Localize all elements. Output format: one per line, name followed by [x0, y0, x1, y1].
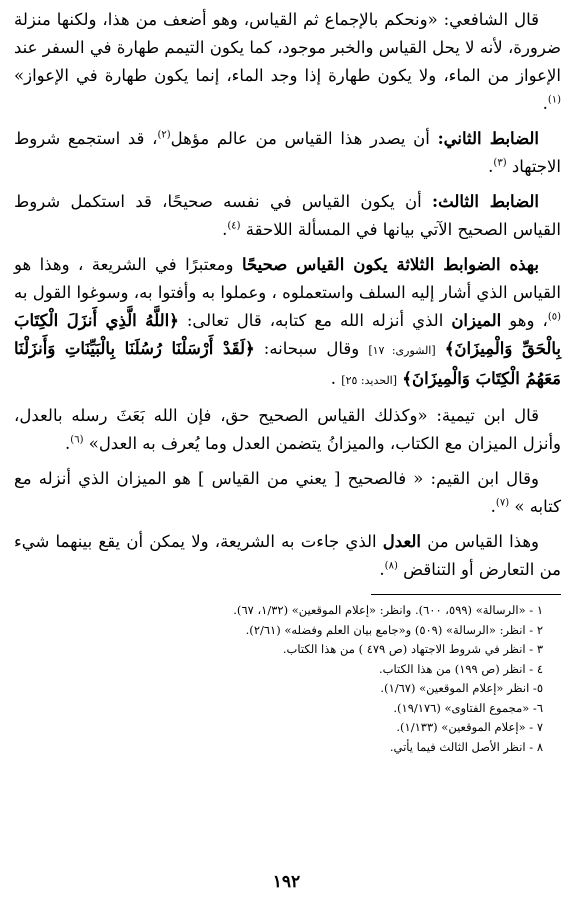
footnote-4: ٤ - انظر (ص ١٩٩) من هذا الكتاب. [379, 661, 543, 676]
justice-text-a: وهذا القياس من [427, 532, 540, 551]
ibn-qayyim-quote: وقال ابن القيم: « فالصحيح [ يعني من القياس ] هو الميزان الذي أنزله مع كتابه » [14, 469, 561, 516]
justice-text-b: الذي جاءت به الشريعة، ولا يمكن أن يقع بينهما شيء من التعارض أو التناقض [14, 532, 561, 579]
ibn-taymiyyah-quote: قال ابن تيمية: «وكذلك القياس الصحيح حق، فإن الله بَعَثَ رسله بالعدل، وأنزل الميزان مع الكتاب، والميزانُ يتضمن العدل وما يُعرف به العدل» [14, 406, 561, 453]
summary-text-c: الذي أنزله الله مع كتابه، قال تعالى: [186, 311, 444, 330]
second-criterion-text-b: ، قد استجمع شروط الاجتهاد [14, 129, 561, 176]
paragraph-justice: وهذا القياس من العدل الذي جاءت به الشريعة، ولا يمكن أن يقع بينهما شيء من التعارض أو التناقض $^{(٨)}$. [14, 532, 561, 579]
footnote-6: ٦- «مجموع الفتاوى» (١٩/١٧٦). [393, 700, 543, 715]
verse-reference-hadid: [الحديد: ٢٥] [341, 374, 398, 387]
verse-reference-shura: [الشورى: ١٧] [368, 344, 436, 357]
summary-bold-lead: بهذه الضوابط الثلاثة يكون القياس صحيحًا [241, 255, 540, 274]
page-number: ١٩٢ [272, 872, 301, 892]
third-criterion-heading: الضابط الثالث: [432, 192, 540, 211]
summary-text-a: ومعتبرًا في الشريعة ، وهذا هو القياس الذي أشار إليه السلف واستعملوه ، وعملوا به وأفتوا به، وسوغوا القول به [14, 255, 561, 302]
footnote-separator [371, 594, 561, 595]
footnote-marker-8: (٨) [384, 560, 398, 572]
footnote-7: ٧ - «إعلام الموقعين» (١/١٣٣). [396, 720, 543, 734]
footnote-5: ٥- انظر «إعلام الموقعين» (١/٦٧). [380, 681, 543, 695]
footnote-1: ١ - «الرسالة» (٥٩٩، ٦٠٠). وانظر: «إعلام الموقعين» (١/٣٢، ٦٧). [233, 603, 543, 617]
second-criterion-heading: الضابط الثاني: [437, 129, 540, 148]
paragraph-ibn-qayyim: وقال ابن القيم: « فالصحيح [ يعني من القياس ] هو الميزان الذي أنزله مع كتابه » $^{(٧)}$. [14, 469, 561, 516]
footnote-marker-5: (٥) [547, 311, 561, 323]
footnote-marker-3: (٣) [493, 157, 507, 169]
quran-verse-shura: ﴿اللَّهُ الَّذِي أَنزَلَ الْكِتَابَ بِالْحَقِّ وَالْمِيزَانَ﴾ [14, 311, 561, 358]
mizan-bold-word: الميزان [451, 311, 502, 330]
footnote-8: ٨ - انظر الأصل الثالث فيما يأتي. [389, 739, 543, 754]
footnote-3: ٣ - انظر في شروط الاجتهاد (ص ٤٧٩ ) من هذا الكتاب. [282, 642, 543, 656]
paragraph-ibn-taymiyyah: قال ابن تيمية: «وكذلك القياس الصحيح حق، فإن الله بَعَثَ رسله بالعدل، وأنزل الميزان مع الكتاب، والميزانُ يتضمن العدل وما يُعرف به العدل» $^{(٦)}$. [14, 406, 561, 453]
footnote-marker-2: (٢) [157, 129, 171, 141]
third-criterion-text: أن يكون القياس في نفسه صحيحًا، قد استكمل شروط القياس الصحيح الآتي بيانها في المسألة اللاحقة [14, 192, 561, 239]
paragraph-second-criterion: الضابط الثاني: أن يصدر هذا القياس من عالم مؤهل$^{(٢)}$، قد استجمع شروط الاجتهاد $^{(٣)}$. [14, 129, 561, 176]
shafii-quote-text: قال الشافعي: «ونحكم بالإجماع ثم القياس، وهو أضعف من هذا، ولكنها منزلة ضرورة، لأنه لا يحل القياس والخبر موجود، كما يكون التيمم طهارة في السفر عند الإعواز من الماء، ولا يكون طهارة إذا وجد الماء، إنما يكون طهارة في الإعواز» [14, 10, 561, 85]
footnote-marker-4: (٤) [227, 220, 241, 232]
footnote-marker-1: (١) [547, 94, 561, 106]
paragraph-three-criteria-summary: بهذه الضوابط الثلاثة يكون القياس صحيحًا ومعتبرًا في الشريعة ، وهذا هو القياس الذي أشار إليه السلف واستعملوه ، وعملوا به وأفتوا به، وسوغوا القول به $^{(٥)}$، وهو الميزان الذي أنزله الله مع كتابه، قال تعالى: ﴿اللَّهُ الَّذِي أَنزَلَ الْكِتَابَ بِالْحَقِّ وَالْمِيزَانَ﴾ [الشورى: ١٧] وقال سبحانه: ﴿لَقَدْ أَرْسَلْنَا رُسُلَنَا بِالْبَيِّنَاتِ وَأَنزَلْنَا مَعَهُمُ الْكِتَابَ وَالْمِيزَانَ﴾ [الحديد: ٢٥] . [14, 255, 561, 388]
second-criterion-text-a: أن يصدر هذا القياس من عالم مؤهل [170, 129, 430, 148]
quran-verse-hadid: ﴿لَقَدْ أَرْسَلْنَا رُسُلَنَا بِالْبَيِّنَاتِ وَأَنزَلْنَا مَعَهُمُ الْكِتَابَ وَالْمِيزَانَ﴾ [14, 339, 561, 388]
footnote-marker-6: (٦) [70, 434, 84, 446]
footnote-2: ٢ - انظر: «الرسالة» (٥٠٩) و«جامع بيان العلم وفضله» (٢/٦١). [245, 622, 543, 637]
summary-text-d: وقال سبحانه: [263, 339, 360, 358]
adl-bold-word: العدل [382, 532, 422, 551]
paragraph-third-criterion: الضابط الثالث: أن يكون القياس في نفسه صحيحًا، قد استكمل شروط القياس الصحيح الآتي بيانها في المسألة اللاحقة $^{(٤)}$. [14, 192, 561, 239]
footnote-marker-7: (٧) [495, 497, 510, 509]
summary-text-b: ، وهو [509, 311, 548, 330]
paragraph-shafii-quote: قال الشافعي: «ونحكم بالإجماع ثم القياس، وهو أضعف من هذا، ولكنها منزلة ضرورة، لأنه لا يحل القياس والخبر موجود، كما يكون التيمم طهارة في السفر عند الإعواز من الماء، ولا يكون طهارة إذا وجد الماء، إنما يكون طهارة في الإعواز» $^{(١)}$. [14, 10, 561, 113]
footnotes [14, 601, 561, 757]
